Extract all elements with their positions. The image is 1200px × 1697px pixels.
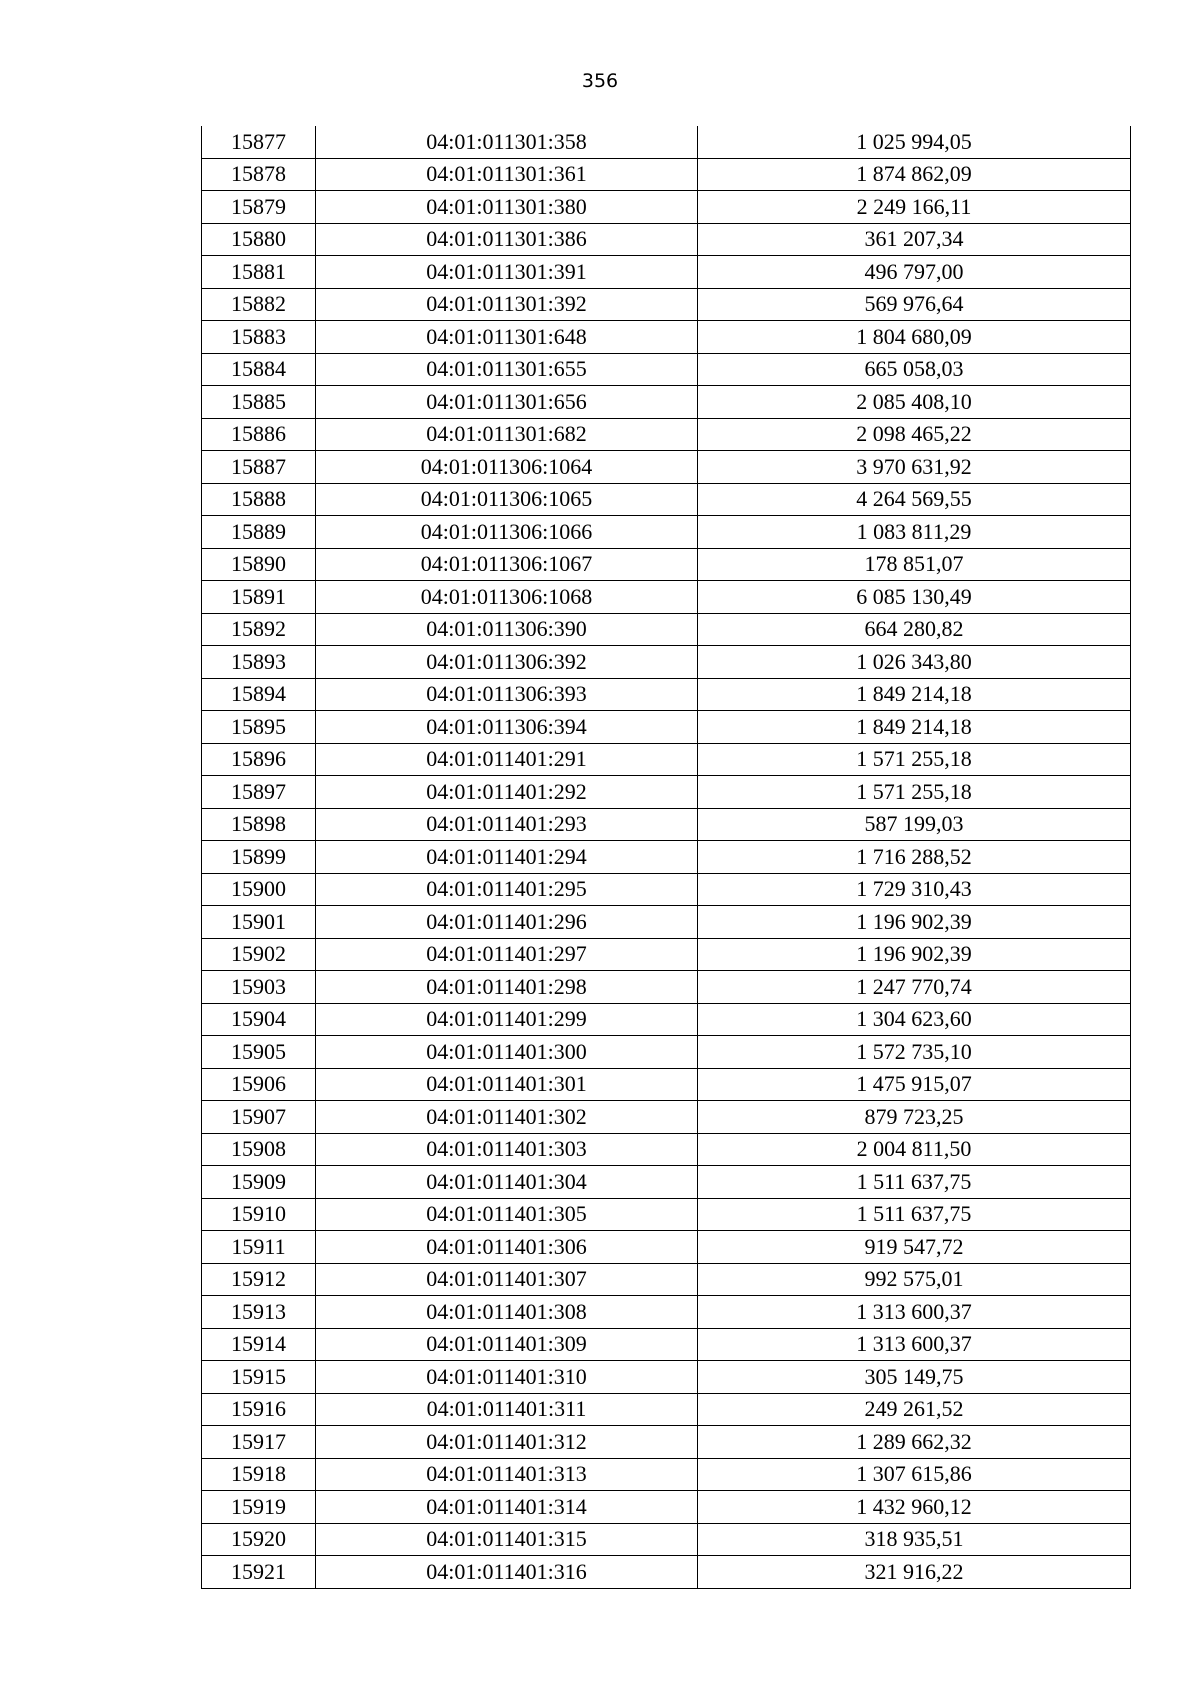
row-number-cell: 15881: [202, 256, 316, 289]
cadastral-value-cell: 4 264 569,55: [698, 483, 1131, 516]
table-row: [202, 1036, 1131, 1069]
row-number-cell: 15902: [202, 938, 316, 971]
table-row: [202, 1133, 1131, 1166]
table-row: [202, 1458, 1131, 1491]
row-number-cell: 15911: [202, 1231, 316, 1264]
table-row: [202, 743, 1131, 776]
row-number-cell: 15901: [202, 906, 316, 939]
row-number-cell: 15896: [202, 743, 316, 776]
row-number-cell: 15900: [202, 873, 316, 906]
cadastral-number-cell: 04:01:011306:1068: [316, 581, 698, 614]
cadastral-number-cell: 04:01:011401:314: [316, 1491, 698, 1524]
cadastral-number-cell: 04:01:011401:292: [316, 776, 698, 809]
row-number-cell: 15877: [202, 126, 316, 158]
cadastral-value-cell: 1 849 214,18: [698, 678, 1131, 711]
cadastral-value-cell: 879 723,25: [698, 1101, 1131, 1134]
cadastral-value-cell: 6 085 130,49: [698, 581, 1131, 614]
cadastral-value-table: [201, 126, 1131, 1589]
cadastral-number-cell: 04:01:011306:393: [316, 678, 698, 711]
cadastral-value-cell: 1 511 637,75: [698, 1198, 1131, 1231]
cadastral-value-cell: 1 196 902,39: [698, 906, 1131, 939]
cadastral-number-cell: 04:01:011401:291: [316, 743, 698, 776]
cadastral-number-cell: 04:01:011401:316: [316, 1556, 698, 1589]
table-row: [202, 841, 1131, 874]
cadastral-number-cell: 04:01:011306:1066: [316, 516, 698, 549]
row-number-cell: 15890: [202, 548, 316, 581]
table-row: [202, 678, 1131, 711]
table-row: [202, 321, 1131, 354]
cadastral-value-cell: 321 916,22: [698, 1556, 1131, 1589]
table-row: [202, 613, 1131, 646]
cadastral-number-cell: 04:01:011401:296: [316, 906, 698, 939]
row-number-cell: 15895: [202, 711, 316, 744]
cadastral-value-cell: 1 196 902,39: [698, 938, 1131, 971]
cadastral-value-cell: 305 149,75: [698, 1361, 1131, 1394]
cadastral-value-cell: 1 083 811,29: [698, 516, 1131, 549]
cadastral-value-cell: 1 025 994,05: [698, 126, 1131, 158]
cadastral-number-cell: 04:01:011401:295: [316, 873, 698, 906]
cadastral-value-cell: 1 729 310,43: [698, 873, 1131, 906]
cadastral-number-cell: 04:01:011401:308: [316, 1296, 698, 1329]
row-number-cell: 15882: [202, 288, 316, 321]
row-number-cell: 15906: [202, 1068, 316, 1101]
cadastral-number-cell: 04:01:011306:1064: [316, 451, 698, 484]
table-row: [202, 1166, 1131, 1199]
table-row: [202, 386, 1131, 419]
cadastral-value-cell: 1 313 600,37: [698, 1296, 1131, 1329]
table-row: [202, 906, 1131, 939]
row-number-cell: 15883: [202, 321, 316, 354]
table-row: [202, 256, 1131, 289]
row-number-cell: 15910: [202, 1198, 316, 1231]
cadastral-number-cell: 04:01:011301:380: [316, 191, 698, 224]
cadastral-value-cell: 1 804 680,09: [698, 321, 1131, 354]
cadastral-number-cell: 04:01:011301:648: [316, 321, 698, 354]
table-row: [202, 191, 1131, 224]
table-row: [202, 548, 1131, 581]
cadastral-number-cell: 04:01:011401:301: [316, 1068, 698, 1101]
table-row: [202, 808, 1131, 841]
row-number-cell: 15918: [202, 1458, 316, 1491]
row-number-cell: 15905: [202, 1036, 316, 1069]
table-body: [202, 126, 1131, 1588]
cadastral-value-cell: 2 004 811,50: [698, 1133, 1131, 1166]
row-number-cell: 15879: [202, 191, 316, 224]
cadastral-number-cell: 04:01:011401:307: [316, 1263, 698, 1296]
cadastral-value-cell: 361 207,34: [698, 223, 1131, 256]
table-row: [202, 1328, 1131, 1361]
table-row: [202, 353, 1131, 386]
cadastral-number-cell: 04:01:011401:302: [316, 1101, 698, 1134]
cadastral-number-cell: 04:01:011401:310: [316, 1361, 698, 1394]
cadastral-value-cell: 1 571 255,18: [698, 743, 1131, 776]
row-number-cell: 15887: [202, 451, 316, 484]
cadastral-value-cell: 664 280,82: [698, 613, 1131, 646]
cadastral-number-cell: 04:01:011401:294: [316, 841, 698, 874]
row-number-cell: 15912: [202, 1263, 316, 1296]
cadastral-number-cell: 04:01:011401:313: [316, 1458, 698, 1491]
cadastral-value-cell: 1 572 735,10: [698, 1036, 1131, 1069]
table-row: [202, 1003, 1131, 1036]
cadastral-number-cell: 04:01:011401:300: [316, 1036, 698, 1069]
row-number-cell: 15892: [202, 613, 316, 646]
row-number-cell: 15907: [202, 1101, 316, 1134]
table-row: [202, 1491, 1131, 1524]
cadastral-number-cell: 04:01:011301:682: [316, 418, 698, 451]
row-number-cell: 15899: [202, 841, 316, 874]
row-number-cell: 15914: [202, 1328, 316, 1361]
row-number-cell: 15885: [202, 386, 316, 419]
row-number-cell: 15903: [202, 971, 316, 1004]
cadastral-number-cell: 04:01:011301:358: [316, 126, 698, 158]
table-row: [202, 126, 1131, 158]
cadastral-number-cell: 04:01:011401:304: [316, 1166, 698, 1199]
cadastral-number-cell: 04:01:011401:305: [316, 1198, 698, 1231]
cadastral-value-cell: 496 797,00: [698, 256, 1131, 289]
cadastral-value-cell: 569 976,64: [698, 288, 1131, 321]
cadastral-value-cell: 1 716 288,52: [698, 841, 1131, 874]
table-row: [202, 1296, 1131, 1329]
cadastral-value-cell: 1 247 770,74: [698, 971, 1131, 1004]
table-row: [202, 1231, 1131, 1264]
cadastral-number-cell: 04:01:011401:312: [316, 1426, 698, 1459]
cadastral-value-cell: 1 313 600,37: [698, 1328, 1131, 1361]
cadastral-value-cell: 1 874 862,09: [698, 158, 1131, 191]
cadastral-number-cell: 04:01:011301:361: [316, 158, 698, 191]
cadastral-number-cell: 04:01:011306:1067: [316, 548, 698, 581]
table-row: [202, 1523, 1131, 1556]
cadastral-number-cell: 04:01:011301:386: [316, 223, 698, 256]
row-number-cell: 15886: [202, 418, 316, 451]
cadastral-value-cell: 1 307 615,86: [698, 1458, 1131, 1491]
row-number-cell: 15880: [202, 223, 316, 256]
table-row: [202, 1198, 1131, 1231]
cadastral-value-cell: 178 851,07: [698, 548, 1131, 581]
table-row: [202, 1361, 1131, 1394]
row-number-cell: 15888: [202, 483, 316, 516]
table-row: [202, 971, 1131, 1004]
cadastral-value-cell: 992 575,01: [698, 1263, 1131, 1296]
table-row: [202, 1263, 1131, 1296]
cadastral-number-cell: 04:01:011301:656: [316, 386, 698, 419]
row-number-cell: 15904: [202, 1003, 316, 1036]
row-number-cell: 15916: [202, 1393, 316, 1426]
table-row: [202, 223, 1131, 256]
row-number-cell: 15915: [202, 1361, 316, 1394]
cadastral-value-cell: 249 261,52: [698, 1393, 1131, 1426]
table-row: [202, 581, 1131, 614]
table-row: [202, 646, 1131, 679]
cadastral-number-cell: 04:01:011306:394: [316, 711, 698, 744]
cadastral-number-cell: 04:01:011401:299: [316, 1003, 698, 1036]
row-number-cell: 15909: [202, 1166, 316, 1199]
table-row: [202, 288, 1131, 321]
cadastral-value-cell: 2 249 166,11: [698, 191, 1131, 224]
cadastral-number-cell: 04:01:011401:297: [316, 938, 698, 971]
table-row: [202, 516, 1131, 549]
cadastral-number-cell: 04:01:011301:655: [316, 353, 698, 386]
table-row: [202, 483, 1131, 516]
cadastral-value-cell: 318 935,51: [698, 1523, 1131, 1556]
row-number-cell: 15878: [202, 158, 316, 191]
table-row: [202, 1556, 1131, 1589]
row-number-cell: 15891: [202, 581, 316, 614]
table-row: [202, 451, 1131, 484]
cadastral-number-cell: 04:01:011401:311: [316, 1393, 698, 1426]
cadastral-value-cell: 3 970 631,92: [698, 451, 1131, 484]
cadastral-value-cell: 1 571 255,18: [698, 776, 1131, 809]
cadastral-value-cell: 587 199,03: [698, 808, 1131, 841]
cadastral-value-cell: 665 058,03: [698, 353, 1131, 386]
row-number-cell: 15898: [202, 808, 316, 841]
cadastral-value-cell: 1 475 915,07: [698, 1068, 1131, 1101]
row-number-cell: 15913: [202, 1296, 316, 1329]
table-row: [202, 158, 1131, 191]
cadastral-number-cell: 04:01:011306:390: [316, 613, 698, 646]
row-number-cell: 15897: [202, 776, 316, 809]
row-number-cell: 15917: [202, 1426, 316, 1459]
cadastral-value-cell: 2 098 465,22: [698, 418, 1131, 451]
cadastral-number-cell: 04:01:011401:298: [316, 971, 698, 1004]
cadastral-number-cell: 04:01:011401:306: [316, 1231, 698, 1264]
cadastral-value-cell: 1 511 637,75: [698, 1166, 1131, 1199]
cadastral-number-cell: 04:01:011301:391: [316, 256, 698, 289]
table-row: [202, 1101, 1131, 1134]
table-row: [202, 1426, 1131, 1459]
cadastral-value-cell: 2 085 408,10: [698, 386, 1131, 419]
cadastral-value-cell: 919 547,72: [698, 1231, 1131, 1264]
cadastral-value-cell: 1 026 343,80: [698, 646, 1131, 679]
table-row: [202, 938, 1131, 971]
cadastral-number-cell: 04:01:011401:303: [316, 1133, 698, 1166]
cadastral-value-cell: 1 849 214,18: [698, 711, 1131, 744]
cadastral-value-cell: 1 432 960,12: [698, 1491, 1131, 1524]
table-row: [202, 776, 1131, 809]
row-number-cell: 15884: [202, 353, 316, 386]
table-row: [202, 1393, 1131, 1426]
row-number-cell: 15889: [202, 516, 316, 549]
cadastral-number-cell: 04:01:011306:1065: [316, 483, 698, 516]
row-number-cell: 15919: [202, 1491, 316, 1524]
row-number-cell: 15894: [202, 678, 316, 711]
cadastral-number-cell: 04:01:011401:309: [316, 1328, 698, 1361]
row-number-cell: 15893: [202, 646, 316, 679]
cadastral-value-cell: 1 304 623,60: [698, 1003, 1131, 1036]
table-row: [202, 418, 1131, 451]
cadastral-value-cell: 1 289 662,32: [698, 1426, 1131, 1459]
cadastral-number-cell: 04:01:011301:392: [316, 288, 698, 321]
row-number-cell: 15920: [202, 1523, 316, 1556]
table-row: [202, 711, 1131, 744]
table-row: [202, 1068, 1131, 1101]
cadastral-number-cell: 04:01:011401:315: [316, 1523, 698, 1556]
row-number-cell: 15921: [202, 1556, 316, 1589]
table-row: [202, 873, 1131, 906]
cadastral-number-cell: 04:01:011306:392: [316, 646, 698, 679]
page-number: 356: [581, 70, 619, 92]
cadastral-number-cell: 04:01:011401:293: [316, 808, 698, 841]
row-number-cell: 15908: [202, 1133, 316, 1166]
